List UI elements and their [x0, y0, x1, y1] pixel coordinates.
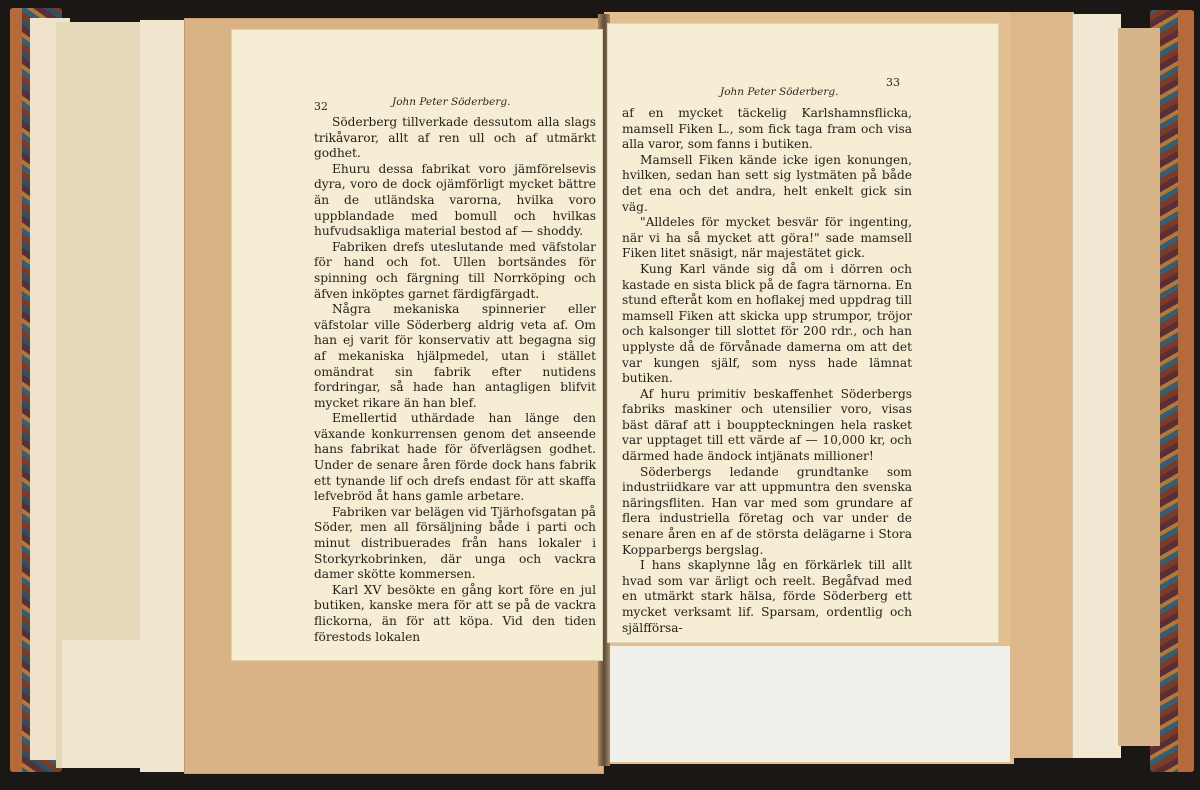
flyleaf	[140, 20, 190, 772]
paragraph: af en mycket täckelig Karlshamnsflicka, mamsell Fiken L., som fick taga fram och visa alla varor, som fanns i butiken.	[622, 106, 912, 152]
page-stack	[1118, 28, 1160, 746]
body-text-right	[622, 106, 912, 636]
paragraph: Några mekaniska spinnerier eller väfstolar ville Söderberg aldrig veta af. Om han ej varit för konservativ att begagna sig af mekaniska hjälpmedel, utan i stället omändrat sin fabrik efter nutidens fordringar, så hade han antagligen blifvit mycket rikare än han blef.	[314, 302, 596, 410]
body-text-left	[314, 115, 596, 645]
paragraph: Af huru primitiv beskaffenhet Söderbergs fabriks maskiner och utensilier voro, visas bäst däraf att i bouppteckningen hela rasket var upptaget till ett värde af — 10,000 kr, och därmed hade ändock intjänats millioner!	[622, 386, 912, 464]
cover-edge-right	[1178, 10, 1194, 772]
cover-edge-left	[10, 8, 22, 772]
paragraph: Mamsell Fiken kände icke igen konungen, hvilken, sedan han sett sig lystmäten på både det ena och det andra, helt enkelt gick sin väg.	[622, 152, 912, 214]
paragraph: I hans skaplynne låg en förkärlek till allt hvad som var ärligt och reelt. Begåfvad med en utmärkt stark hälsa, förde Söderberg ett mycket verksamt lif. Sparsam, ordentlig och själfförsa-	[622, 558, 912, 635]
paragraph: Kung Karl vände sig då om i dörren och kastade en sista blick på de fagra tärnorna. En stund efteråt kom en hoflakej med uppdrag till mamsell Fiken att skicka upp strumpor, tröjor och kalsonger till slottet för 200 rdr., och han upplyste då de förvånade damerna om att det var kungen själf, som nyss hade lämnat butiken.	[622, 261, 913, 386]
page-stack	[1010, 12, 1074, 758]
page-number: 32	[314, 100, 328, 113]
paragraph: Fabriken var belägen vid Tjärhofsgatan på Söder, men all försäljning både i parti och minut distribuerades från hans lokaler i Storkyrkobrinken, där unga och vackra damer skötte kommersen.	[314, 504, 596, 582]
paragraph: Karl XV besökte en gång kort före en jul butiken, kanske mera för att se på de vackra flickorna, än för att köpa. Vid den tiden förestods lokalen	[314, 582, 596, 644]
paragraph: Söderbergs ledande grundtanke som industriidkare var att uppmuntra den svenska näringsfliten. Han var med som grundare af flera industriella företag och var under de senare åren en af de största delägarne i Stora Kopparbergs bergslag.	[622, 464, 912, 557]
running-head: John Peter Söderberg.	[720, 86, 839, 98]
paragraph: "Alldeles för mycket besvär för ingenting, när vi ha så mycket att göra!" sade mamsell Fiken litet snäsigt, när majestätet gick.	[622, 215, 912, 261]
blank-sheet	[606, 646, 1010, 762]
page-stack	[1072, 14, 1121, 758]
flyleaf	[62, 640, 148, 768]
paragraph: Söderberg tillverkade dessutom alla slags trikåvaror, allt af ren ull och af utmärkt godhet.	[314, 115, 596, 161]
paragraph: Ehuru dessa fabrikat voro jämförelsevis dyra, voro de dock ojämförligt mycket bättre än de utländska varorna, hvilka voro uppblandade med bomull och hvilkas hufvudsakliga material bestod af — shoddy.	[314, 161, 596, 239]
paragraph: Emellertid uthärdade han länge den växande konkurrensen genom det anseende hans fabrikat hade för öfverlägsen godhet. Under de senare åren förde dock hans fabrik ett tynande lif och drefs endast för att skaffa lefvebröd åt hans gamle arbetare.	[314, 411, 596, 504]
running-head: John Peter Söderberg.	[392, 96, 511, 108]
paragraph: Fabriken drefs uteslutande med väfstolar för hand och fot. Ullen bortsändes för spinning och färgning till Norrköping och äfven inköptes garnet färdigfärgadt.	[314, 239, 596, 301]
page-number: 33	[886, 76, 900, 89]
